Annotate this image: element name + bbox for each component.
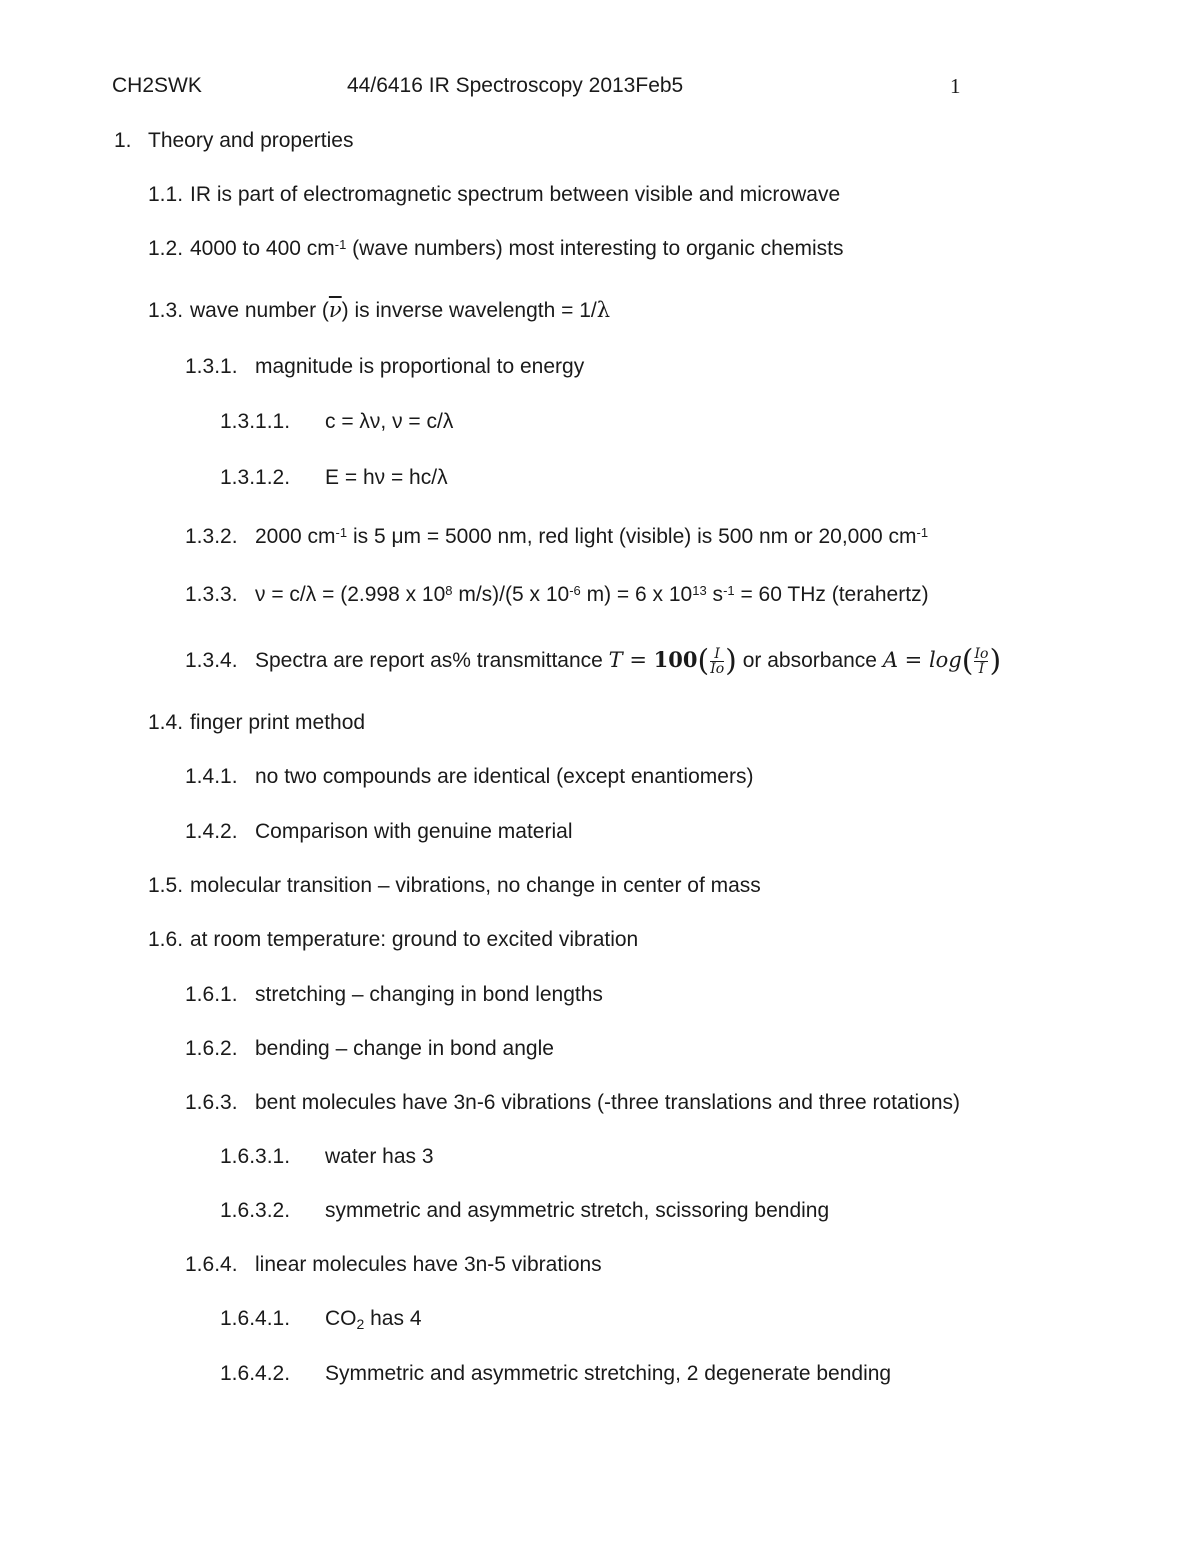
item-number: 1.3.4. xyxy=(185,649,238,673)
item-text: wave number ( xyxy=(190,299,329,322)
item-number: 1.3.1.2. xyxy=(220,466,291,489)
item-number: 1.6. xyxy=(148,928,184,951)
item-text: Symmetric and asymmetric stretching, 2 degenerate bending xyxy=(325,1362,892,1385)
outline-item xyxy=(220,410,453,434)
outline-item xyxy=(185,355,584,379)
outline-item xyxy=(148,183,840,207)
left-paren: ( xyxy=(697,643,710,679)
item-text: m) = 6 x 10 xyxy=(580,583,693,606)
outline-item xyxy=(185,820,573,844)
outline-item xyxy=(220,1199,829,1223)
item-text: = 60 THz (terahertz) xyxy=(734,583,929,606)
equals-sign: = xyxy=(622,648,654,673)
item-number: 1.3.3. xyxy=(185,583,238,606)
item-number: 1.2. xyxy=(148,237,184,260)
superscript: -6 xyxy=(569,583,581,598)
item-text: magnitude is proportional to energy xyxy=(255,355,585,378)
item-number: 1.4.1. xyxy=(185,765,238,788)
outline-item xyxy=(185,643,1002,679)
fraction-denominator: Io xyxy=(710,661,725,677)
transmittance-fraction xyxy=(710,647,724,676)
outline-item xyxy=(185,765,753,789)
item-text: Comparison with genuine material xyxy=(255,820,573,843)
outline-item xyxy=(185,1253,602,1277)
outline-item xyxy=(220,1307,422,1332)
item-text: or absorbance xyxy=(736,649,883,673)
item-number: 1.6.4. xyxy=(185,1253,238,1276)
outline-item xyxy=(185,1091,960,1115)
header-title: 44/6416 IR Spectroscopy 2013Feb5 xyxy=(347,74,684,97)
outline-item xyxy=(148,237,844,261)
log-function: log xyxy=(928,648,962,673)
superscript: -1 xyxy=(916,525,929,540)
outline-item xyxy=(220,466,448,490)
lambda-symbol: λ xyxy=(596,298,611,322)
item-text: bent molecules have 3n-6 vibrations (-three translations and three rotations) xyxy=(255,1091,961,1114)
item-number: 1.3.1. xyxy=(185,355,238,378)
outline-item xyxy=(185,583,929,607)
item-number: 1.6.3.2. xyxy=(220,1199,291,1222)
superscript: 8 xyxy=(445,583,453,598)
outline-item xyxy=(220,1145,434,1169)
item-number: 1.6.3. xyxy=(185,1091,238,1114)
item-number: 1.6.1. xyxy=(185,983,238,1006)
fraction-numerator: Io xyxy=(974,646,989,662)
item-number: 1.6.4.2. xyxy=(220,1362,291,1385)
outline-item xyxy=(185,983,603,1007)
item-number: 1.4.2. xyxy=(185,820,238,843)
item-number: 1.1. xyxy=(148,183,184,206)
item-text: has 4 xyxy=(364,1307,422,1330)
item-number: 1.3.1.1. xyxy=(220,410,291,433)
item-number: 1.3.2. xyxy=(185,525,238,548)
item-text: no two compounds are identical (except enantiomers) xyxy=(255,765,754,788)
header-course: CH2SWK xyxy=(112,74,202,97)
outline-item xyxy=(148,711,365,735)
item-number: 1.3. xyxy=(148,299,184,322)
outline-item xyxy=(185,525,928,549)
item-text: Theory and properties xyxy=(148,129,354,152)
outline-item xyxy=(185,1037,554,1061)
item-text: (wave numbers) most interesting to organic chemists xyxy=(346,237,844,260)
right-paren: ) xyxy=(725,643,737,679)
absorbance-symbol: A xyxy=(882,648,898,673)
item-text: bending – change in bond angle xyxy=(255,1037,554,1060)
item-text: CO xyxy=(325,1307,357,1330)
transmittance-symbol: T xyxy=(608,648,623,673)
hundred-constant: 100 xyxy=(653,647,698,673)
item-text: 4000 to 400 cm xyxy=(190,237,335,260)
superscript: -1 xyxy=(723,583,735,598)
item-text: E = hν = hc/λ xyxy=(325,466,448,489)
item-number: 1.6.3.1. xyxy=(220,1145,291,1168)
item-text: 2000 cm xyxy=(255,525,336,548)
item-text: IR is part of electromagnetic spectrum between visible and microwave xyxy=(190,183,841,206)
fraction-denominator: I xyxy=(974,661,988,676)
outline-item xyxy=(148,298,610,323)
item-number: 1.6.4.1. xyxy=(220,1307,291,1330)
item-text: water has 3 xyxy=(325,1145,434,1168)
superscript: 13 xyxy=(692,583,707,598)
item-text: s xyxy=(706,583,724,606)
superscript: -1 xyxy=(334,237,347,252)
item-text: Spectra are report as% transmittance xyxy=(255,649,609,673)
wavenumber-symbol: $\overline{\nu}$ xyxy=(328,298,342,322)
item-text: finger print method xyxy=(190,711,366,734)
outline-item xyxy=(114,129,353,153)
item-number: 1. xyxy=(114,129,132,152)
outline-item xyxy=(148,874,761,898)
item-text: ) is inverse wavelength = 1/ xyxy=(341,299,597,322)
item-text: symmetric and asymmetric stretch, scissoring bending xyxy=(325,1199,830,1222)
item-text: molecular transition – vibrations, no change in center of mass xyxy=(190,874,761,897)
outline-item xyxy=(148,928,638,952)
item-text: stretching – changing in bond lengths xyxy=(255,983,603,1006)
item-text: c = λν, ν = c/λ xyxy=(325,410,454,433)
absorbance-fraction xyxy=(974,647,988,676)
item-text: ν = c/λ = (2.998 x 10 xyxy=(255,583,446,606)
outline-item xyxy=(220,1362,891,1386)
subscript: 2 xyxy=(356,1316,365,1332)
item-text: linear molecules have 3n-5 vibrations xyxy=(255,1253,602,1276)
item-number: 1.5. xyxy=(148,874,184,897)
item-number: 1.6.2. xyxy=(185,1037,238,1060)
right-paren: ) xyxy=(989,643,1002,679)
item-number: 1.4. xyxy=(148,711,184,734)
item-text: m/s)/(5 x 10 xyxy=(452,583,570,606)
equals-sign: = xyxy=(898,648,929,673)
superscript: -1 xyxy=(335,525,348,540)
item-text: at room temperature: ground to excited vibration xyxy=(190,928,639,951)
left-paren: ( xyxy=(961,643,974,679)
fraction-numerator: I xyxy=(714,646,720,662)
item-text: is 5 μm = 5000 nm, red light (visible) is 500 nm or 20,000 cm xyxy=(347,525,917,548)
page-number: 1 xyxy=(950,74,961,98)
